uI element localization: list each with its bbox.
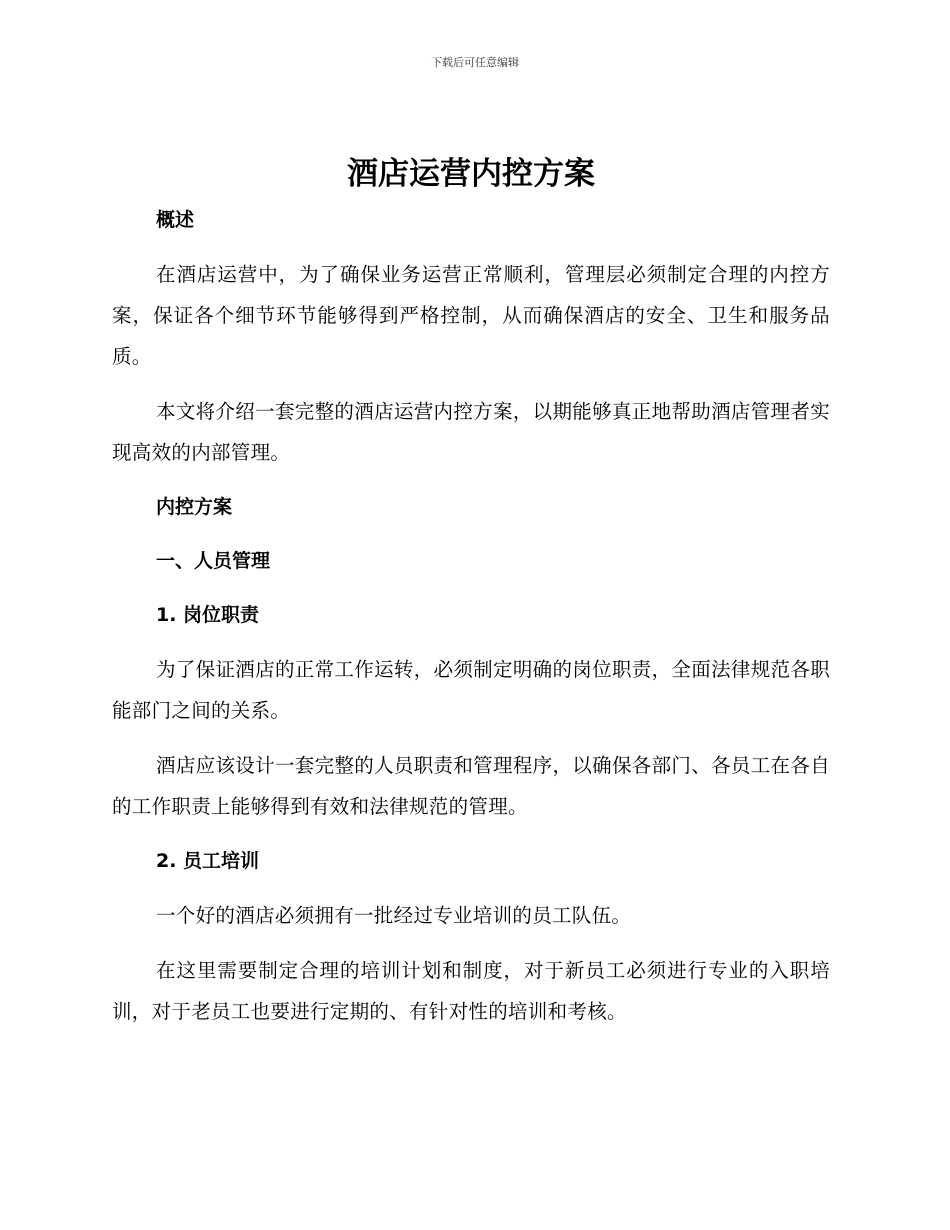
overview-paragraph-1: 在酒店运营中，为了确保业务运营正常顺利，管理层必须制定合理的内控方案，保证各个细节环节能够得到严格控制，从而确保酒店的安全、卫生和服务品质。 bbox=[112, 263, 830, 368]
overview-paragraph-2: 本文将介绍一套完整的酒店运营内控方案，以期能够真正地帮助酒店管理者实现高效的内部管理。 bbox=[112, 400, 830, 464]
duty-heading: 1. 岗位职责 bbox=[156, 604, 260, 626]
document-title: 酒店运营内控方案 bbox=[347, 156, 595, 192]
duty-paragraph-2: 酒店应该设计一套完整的人员职责和管理程序，以确保各部门、各员工在各自的工作职责上能够得到有效和法律规范的管理。 bbox=[112, 754, 830, 818]
document-body bbox=[112, 148, 830, 1032]
page-header-note: 下载后可任意编辑 bbox=[431, 56, 519, 69]
duty-paragraph-1: 为了保证酒店的正常工作运转，必须制定明确的岗位职责，全面法律规范各职能部门之间的关系。 bbox=[112, 658, 830, 722]
training-paragraph-2: 在这里需要制定合理的培训计划和制度，对于新员工必须进行专业的入职培训，对于老员工也要进行定期的、有针对性的培训和考核。 bbox=[112, 959, 830, 1023]
training-heading: 2. 员工培训 bbox=[156, 850, 260, 872]
plan-heading: 内控方案 bbox=[156, 496, 233, 518]
training-paragraph-1: 一个好的酒店必须拥有一批经过专业培训的员工队伍。 bbox=[156, 904, 632, 927]
overview-heading: 概述 bbox=[156, 209, 195, 231]
personnel-heading: 一、人员管理 bbox=[156, 550, 271, 572]
